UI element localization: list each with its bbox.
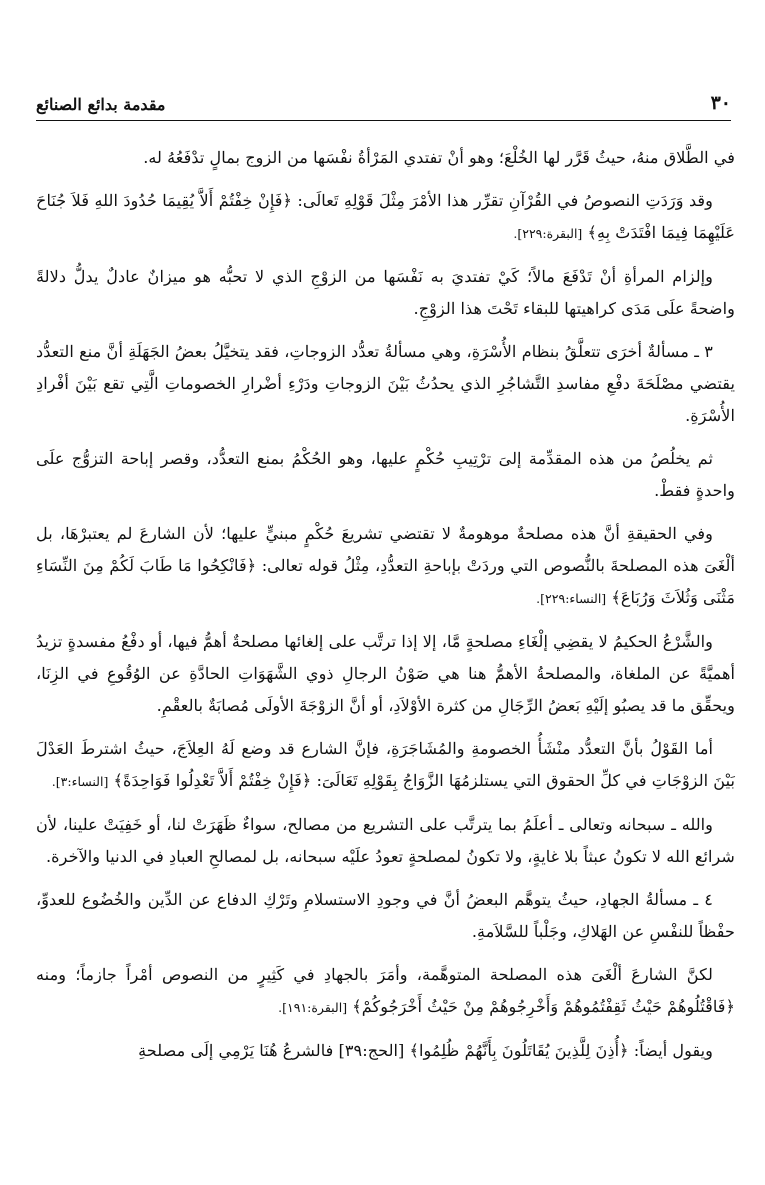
paragraph-text: وفي الحقيقةِ أنَّ هذه مصلحةٌ موهومةٌ لا تقتضي تشريعَ حُكْمٍ مبنيٍّ عليها؛ لأن الشارعَ لم يعتبرْهَا، بل ألْغَىَ هذه المصلحةَ بالنُّصوص التي وردَتْ بإباحةِ التعدُّدِ، مِثْلُ قوله تعالى: ﴿فَانْكِحُوا مَا طَابَ لَكُمْ مِنَ النِّسَاءِ مَثْنَى وَثُلاَثَ وَرُبَاعَ﴾ [36, 524, 735, 607]
paragraph-text: والله ـ سبحانه وتعالى ـ أعلَمُ بما يترتَّب على التشريع من مصالح، سواءٌ ظَهَرَتْ لنا، أو خَفِيَتْ علينا، لأن شرائع الله لا تكونُ عبثاً بلا غايةٍ، ولا تكونُ لمصلحةٍ تعودُ علَيْه سبحانه، بل لمصالحِ العبادِ في الدنيا والآخرة. [36, 815, 735, 866]
quran-reference: [البقرة:١٩١]. [278, 1000, 348, 1015]
paragraph [36, 809, 735, 873]
quran-reference: [النساء:٣]. [51, 774, 109, 789]
paragraph [36, 185, 735, 250]
paragraph-text: ثم يخلُصُ من هذه المقدِّمة إلىَ ترْتِيبِ حُكْمٍ عليها، وهو الحُكْمُ بمنع التعدُّد، وقصر إباحة التزوُّج علَى واحدةٍ فقطْ. [36, 449, 735, 500]
paragraph [36, 626, 735, 722]
page-number: ٣٠ [710, 92, 731, 114]
paragraph [36, 142, 735, 174]
paragraph-text: في الطَّلاق منهُ، حيثُ قَرَّر لها الخُلْعَ؛ وهو أنْ تفتدي المَرْأةُ نفْسَها من الزوج بمالٍ تدْفَعُهُ له. [143, 148, 735, 167]
page-body [36, 142, 735, 1165]
paragraph [36, 959, 735, 1024]
paragraph-text: ٤ ـ مسألةُ الجهادِ، حيثُ يتوهَّم البعضُ أنَّ في وجودِ الاستسلامِ وتَرْكِ الدفاع عن الدِّين والخُضُوع للعدوِّ، حفْظاً للنفْسِ عن الهَلاكِ، وجَلْباً للسَّلاَمةِ. [36, 890, 735, 941]
paragraph [36, 884, 735, 948]
paragraph [36, 518, 735, 615]
paragraph-text: وإلزام المرأةِ أنْ تَدْفَعَ مالاً؛ كَيْ تفتديَ به نَفْسَها من الزوْجِ الذي لا تحبُّه هو ميزانٌ عادلٌ يدلُّ دلالةً واضحةً علَى مَدَى كراهيتها للبقاء تَحْتَ هذا الزوْجِ. [36, 267, 735, 318]
quran-reference: [النساء:٢٢٩]. [536, 591, 607, 606]
paragraph [36, 261, 735, 325]
paragraph-text: وقد وَرَدَتِ النصوصُ في القُرْآنِ تقرِّر هذا الأمْرَ مِثْلَ قَوْلِهِ تَعالَى: ﴿فَإِنْ خِفْتُمْ أَلاَّ يُقِيمَا حُدُودَ اللهِ فَلاَ جُنَاحَ عَلَيْهِمَا فِيمَا افْتَدَتْ بِهِ﴾ [36, 191, 735, 242]
running-title: مقدمة بدائع الصنائع [36, 95, 166, 114]
quran-reference: [البقرة:٢٢٩]. [513, 226, 583, 241]
paragraph [36, 1035, 735, 1067]
paragraph-text: لكنَّ الشارعَ ألْغَىَ هذه المصلحة المتوهَّمة، وأمَرَ بالجهادِ في كَثِيرٍ من النصوص أمْراً جازماً؛ ومنه ﴿فَاقْتُلُوهُمْ حَيْثُ ثَقِفْتُمُوهُمْ وَأَخْرِجُوهُمْ مِنْ حَيْثُ أَخْرَجُوكُمْ﴾ [36, 965, 735, 1016]
paragraph [36, 443, 735, 507]
paragraph-text: أما القَوْلُ بأنَّ التعدُّد منْشَأُ الخصومةِ والمُشَاجَرَةِ، فإنَّ الشارع قد وضع لَهُ العِلاَجَ، حيثُ اشترطَ العَدْلَ بَيْنَ الزوْجَاتِ في كلِّ الحقوق التي يستلزمُهَا الزَّوَاجُ بِقَوْلِهِ تَعَالَىَ: ﴿فَإِنْ خِفْتُمْ أَلاَّ تَعْدِلُوا فَوَاحِدَةً﴾ [36, 739, 735, 790]
paragraph-text: ٣ ـ مسألةٌ أخرَى تتعلَّقُ بنظام الأُسْرَةِ، وهي مسألةُ تعدُّد الزوجاتِ، فقد يتخيَّلُ بعضُ الجَهَلَةِ أنَّ منع التعدُّد يقتضي مصْلَحَةَ دفْعِ مفاسدِ التَّشاجُرِ الذي يحدُثُ بَيْنَ الزوجاتِ ودَرْءِ أضْرارِ الخصوماتِ الَّتِي تقع بَيْنَ أفْرادِ الأُسْرَةِ. [36, 342, 735, 425]
page-header [36, 88, 731, 121]
paragraph [36, 733, 735, 798]
paragraph-text: ويقول أيضاً: ﴿أُذِنَ لِلَّذِينَ يُقَاتَلُونَ بِأَنَّهُمْ ظُلِمُوا﴾ [الحج:٣٩] فالشرعُ هُنَا يَرْمِي إلَى مصلحةِ [138, 1041, 713, 1060]
paragraph-text: والشَّرْعُ الحكيمُ لا يقضِي إلْغَاءِ مصلحةٍ مَّا، إلا إذا ترتَّب على إلغائها مصلحةٌ أهمُّ فيها، أو دفْعُ مفسدةٍ تزيدُ أهميَّةً عن الملغاة، والمصلحةُ الأهمُّ هنا هي صَوْنُ الرجالِ ذوي الشَّهَوَاتِ الحادَّةِ عن الوُقُوعِ في الزِنَا، ويحقِّق ما قد يصبُو إلَيْهِ بَعضُ الرِّجَالِ من كثرة الأوْلاَدِ، أو أنَّ الزوْجَةَ الأولَى مُصابَةٌ بالعقْمِ. [36, 632, 735, 715]
paragraph [36, 336, 735, 432]
